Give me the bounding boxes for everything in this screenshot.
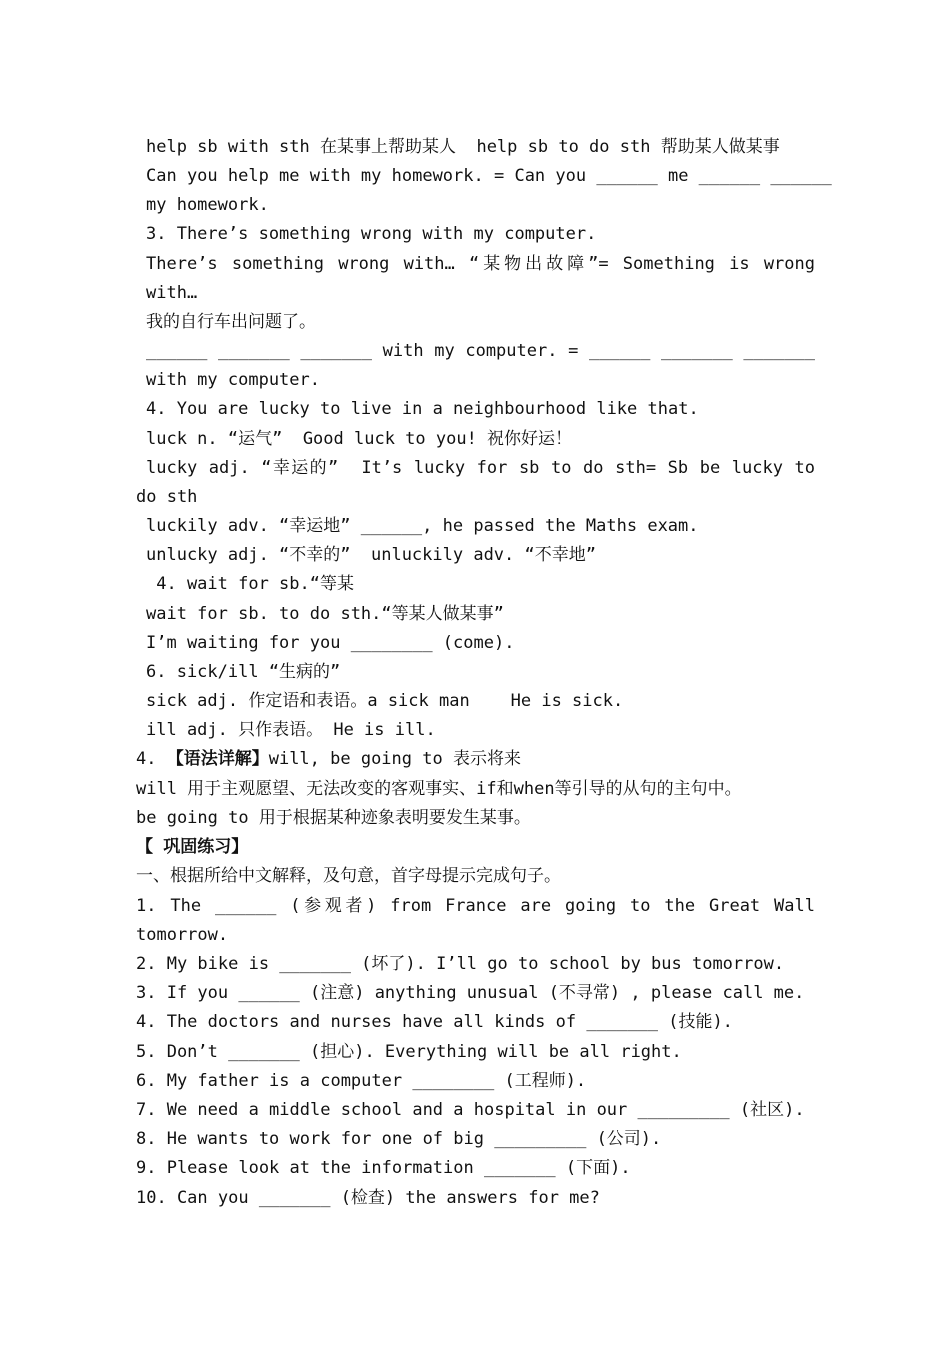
grammar-number: 4. bbox=[136, 749, 167, 769]
exercise-item: 10. Can you _______ (检查) the answers for me? bbox=[136, 1188, 600, 1208]
note-line: help sb with sth 在某事上帮助某人 help sb to do sth 帮助某人做某事 bbox=[146, 137, 780, 157]
grammar-heading-line bbox=[136, 748, 521, 770]
note-line: with my computer. bbox=[146, 370, 320, 390]
exercise-item: tomorrow. bbox=[136, 925, 229, 945]
exercise-item: 8. He wants to work for one of big _________ (公司). bbox=[136, 1129, 662, 1149]
note-line: I’m waiting for you ________ (come). bbox=[146, 633, 515, 653]
note-line: luck n. “运气” Good luck to you! 祝你好运！ bbox=[146, 429, 573, 449]
note-line: unlucky adj. “不幸的” unluckily adv. “不幸地” bbox=[146, 545, 596, 565]
note-line: 4. You are lucky to live in a neighbourhood like that. bbox=[146, 399, 699, 419]
note-line: ill adj. 只作表语。 He is ill. bbox=[146, 720, 436, 740]
note-line: 我的自行车出问题了。 bbox=[146, 312, 316, 332]
exercise-item: 1. The ______ (参观者) from France are going to the Great Wall bbox=[136, 896, 815, 916]
exercise-item: 6. My father is a computer ________ (工程师). bbox=[136, 1071, 587, 1091]
note-line: Can you help me with my homework. = Can you ______ me ______ ______ bbox=[146, 166, 832, 186]
note-line: lucky adj. “幸运的” It’s lucky for sb to do sth= Sb be lucky to bbox=[146, 458, 815, 478]
practice-instruction: 一、根据所给中文解释，及句意，首字母提示完成句子。 bbox=[136, 866, 561, 886]
note-line: There’s something wrong with… “某物出故障”= Something is wrong bbox=[146, 254, 815, 274]
note-line: 4. wait for sb.“等某 bbox=[146, 574, 354, 594]
exercise-item: 4. The doctors and nurses have all kinds of _______ (技能). bbox=[136, 1012, 733, 1032]
note-line: do sth bbox=[136, 487, 198, 507]
exercise-item: 5. Don’t _______ (担心). Everything will be all right. bbox=[136, 1042, 682, 1062]
note-line: my homework. bbox=[146, 195, 269, 215]
note-line: ______ _______ _______ with my computer. = ______ _______ _______ bbox=[146, 341, 815, 361]
note-line: wait for sb. to do sth.“等某人做某事” bbox=[146, 604, 504, 624]
note-line: 3. There’s something wrong with my computer. bbox=[146, 224, 597, 244]
grammar-heading: 【语法详解】 bbox=[166, 749, 269, 769]
practice-heading: 【 巩固练习】 bbox=[136, 837, 249, 857]
exercise-item: 9. Please look at the information _______ (下面). bbox=[136, 1158, 631, 1178]
exercise-item: 7. We need a middle school and a hospital in our _________ (社区). bbox=[136, 1100, 805, 1120]
note-line: 6. sick/ill “生病的” bbox=[146, 662, 341, 682]
grammar-line: be going to 用于根据某种迹象表明要发生某事。 bbox=[136, 808, 531, 828]
note-line: with… bbox=[146, 283, 198, 303]
exercise-item: 3. If you ______ (注意) anything unusual (不寻常) , please call me. bbox=[136, 983, 805, 1003]
grammar-line: will 用于主观愿望、无法改变的客观事实、if和when等引导的从句的主句中。 bbox=[136, 779, 742, 799]
note-line: luckily adv. “幸运地” ______, he passed the Maths exam. bbox=[146, 516, 699, 536]
note-line: sick adj. 作定语和表语。a sick man He is sick. bbox=[146, 691, 624, 711]
grammar-topic: will, be going to 表示将来 bbox=[268, 749, 521, 769]
exercise-item: 2. My bike is _______ (坏了). I’ll go to school by bus tomorrow. bbox=[136, 954, 785, 974]
